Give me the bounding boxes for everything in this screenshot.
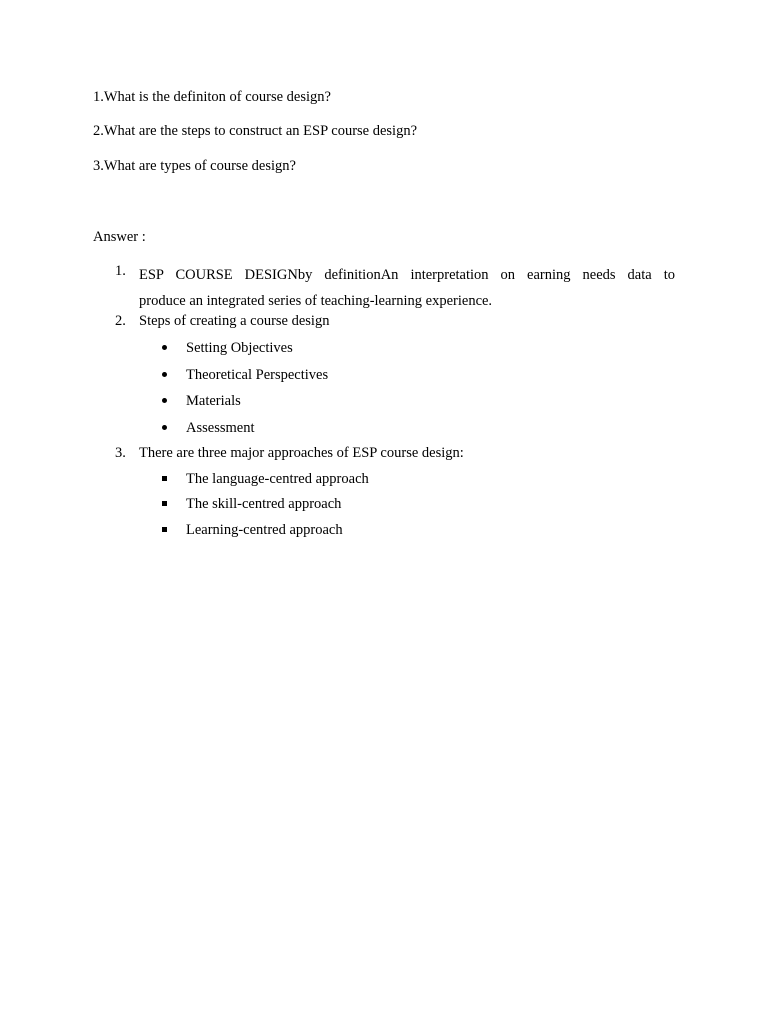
answer-1-number: 1. <box>115 263 126 279</box>
list-item: Setting Objectives <box>186 340 293 356</box>
bullet-dot-icon <box>160 366 169 384</box>
bullet-square-icon <box>160 470 169 488</box>
question-1: 1.What is the definiton of course design? <box>93 89 331 105</box>
answer-3-text: There are three major approaches of ESP course design: <box>139 445 464 461</box>
answer-1-text <box>139 262 675 314</box>
list-item: Theoretical Perspectives <box>186 367 329 383</box>
list-item: Materials <box>186 393 241 409</box>
answer-1-line-2: produce an integrated series of teaching-learning experience. <box>139 293 493 309</box>
bullet-dot-icon <box>160 339 169 357</box>
answer-2-text: Steps of creating a course design <box>139 313 330 329</box>
list-item: The skill-centred approach <box>186 496 342 512</box>
question-3: 3.What are types of course design? <box>93 158 296 174</box>
answer-1-line-1: ESP COURSE DESIGNby definitionAn interpretation on earning needs data to <box>139 267 675 283</box>
bullet-square-icon <box>160 495 169 513</box>
bullet-dot-icon <box>160 392 169 410</box>
list-item: Learning-centred approach <box>186 522 343 538</box>
bullet-square-icon <box>160 521 169 539</box>
answer-heading: Answer : <box>93 229 146 245</box>
list-item: The language-centred approach <box>186 471 369 487</box>
answer-2-number: 2. <box>115 313 126 329</box>
question-2: 2.What are the steps to construct an ESP course design? <box>93 123 418 139</box>
list-item: Assessment <box>186 420 255 436</box>
answer-3-number: 3. <box>115 445 126 461</box>
bullet-dot-icon <box>160 419 169 437</box>
